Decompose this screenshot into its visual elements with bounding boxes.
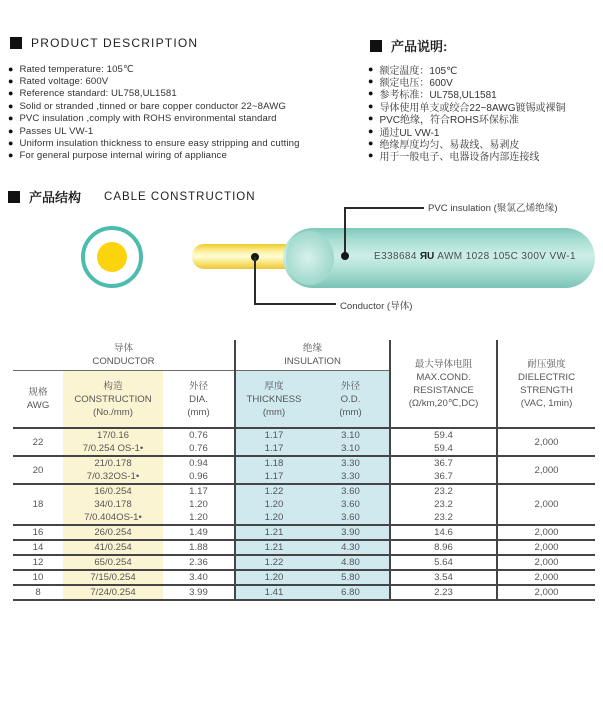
awg-cell: [13, 570, 63, 585]
resistance-cell-value: 14.6: [434, 527, 453, 538]
thickness-cell: [235, 456, 312, 484]
table-row: [13, 570, 595, 585]
construction-header-line: 构造: [103, 380, 123, 392]
construction-cell-value: 41/0.254: [94, 542, 132, 553]
bullet-text: PVC insulation ,comply with ROHS environmental standard: [19, 113, 277, 125]
insulation-endcap-graphic: [286, 231, 334, 285]
od-cell: [312, 540, 390, 555]
bullet-item: [8, 113, 300, 125]
construction-header-line: CONSTRUCTION: [74, 393, 152, 405]
resistance-cell-value: 59.4: [434, 443, 453, 454]
insulation-group-cn: 绝缘: [302, 343, 323, 354]
thickness-cell-value: 1.17: [264, 443, 284, 454]
bullet-icon: ●: [8, 76, 14, 87]
od-cell: [312, 570, 390, 585]
awg-cell-value: 18: [32, 499, 44, 510]
dia-column-header: [163, 371, 235, 429]
insulation-group-en: INSULATION: [284, 356, 341, 367]
dielectric-cell-value: 2,000: [534, 572, 559, 583]
table-row: [13, 525, 595, 540]
resistance-cell-value: 23.2: [434, 512, 453, 523]
od-cell: [312, 555, 390, 570]
dia-header-line: 外径: [188, 380, 209, 392]
dia-cell-value: 0.94: [189, 458, 208, 469]
dielectric-cell: [497, 456, 595, 484]
conductor-group-cn: 导体: [113, 343, 134, 354]
table-row: [13, 555, 595, 570]
od-header-line: 外径: [340, 380, 361, 392]
bullet-text: 额定温度：105℃: [379, 65, 458, 77]
table-row: [13, 484, 595, 525]
thickness-cell: [235, 585, 312, 600]
dielectric-cell-value: 2,000: [534, 542, 559, 553]
bullet-item: [8, 150, 300, 162]
bullet-text: Solid or stranded ,tinned or bare copper conductor 22~8AWG: [19, 100, 286, 112]
awg-cell-value: 22: [32, 436, 44, 448]
bullet-text: Rated temperature: 105℃: [19, 63, 134, 75]
cable-construction-title-en: CABLE CONSTRUCTION: [104, 190, 256, 203]
dielectric-header-line: (VAC, 1min): [520, 397, 573, 409]
resistance-cell: [390, 456, 497, 484]
resistance-cell-value: 5.64: [434, 557, 453, 568]
od-cell-value: 3.30: [341, 471, 360, 482]
construction-cell-value: 7/0.254 OS-1•: [82, 443, 144, 454]
cross-section-conductor-graphic: [97, 242, 127, 272]
table-row: [13, 585, 595, 600]
dielectric-cell: [497, 525, 595, 540]
dia-cell-value: 3.40: [189, 572, 208, 583]
construction-cell-value: 34/0.178: [94, 499, 132, 510]
dielectric-cell-value: 2,000: [534, 499, 559, 510]
pvc-leader-line: [344, 207, 346, 256]
bullet-item: [8, 137, 300, 149]
dielectric-cell-value: 2,000: [534, 464, 559, 476]
resistance-cell-value: 23.2: [434, 486, 453, 497]
cable-construction-title-cn: 产品结构: [29, 190, 82, 205]
od-cell-value: 4.30: [341, 542, 360, 553]
thickness-cell-value: 1.17: [264, 430, 284, 441]
od-header-line: O.D.: [340, 393, 361, 405]
conductor-group-header: [13, 340, 235, 371]
insulation-group-header: [235, 340, 390, 371]
thickness-header-line: THICKNESS: [246, 393, 302, 405]
dia-cell: [163, 428, 235, 456]
section-square-icon: [8, 191, 20, 203]
od-cell-value: 3.10: [341, 443, 360, 454]
thickness-cell: [235, 555, 312, 570]
resistance-cell: [390, 540, 497, 555]
cable-marking-text: [374, 251, 576, 262]
bullet-text: 通过UL VW-1: [379, 127, 440, 139]
construction-cell: [63, 570, 163, 585]
bullet-text: Uniform insulation thickness to ensure easy stripping and cutting: [19, 138, 300, 150]
construction-cell: [63, 585, 163, 600]
dia-cell-value: 1.20: [189, 499, 208, 510]
od-cell-value: 3.10: [341, 430, 360, 441]
bullet-item: [8, 125, 300, 137]
bullet-text: Passes UL VW-1: [19, 125, 94, 137]
dia-cell: [163, 525, 235, 540]
dielectric-cell: [497, 484, 595, 525]
dielectric-header-line: DIELECTRIC: [517, 371, 576, 383]
od-cell-value: 3.90: [341, 527, 360, 538]
dia-header-line: DIA.: [189, 393, 208, 405]
resistance-cell-value: 36.7: [434, 458, 453, 469]
resistance-header-line: 最大导体电阻: [414, 358, 473, 370]
resistance-cell-value: 3.54: [434, 572, 453, 583]
dia-header-line: (mm): [187, 406, 210, 418]
construction-cell-value: 16/0.254: [94, 486, 132, 497]
awg-cell-value: 8: [35, 587, 41, 598]
thickness-cell-value: 1.22: [264, 557, 284, 568]
product-notes-title: 产品说明:: [391, 39, 448, 54]
table-row: [13, 428, 595, 456]
resistance-cell: [390, 555, 497, 570]
dielectric-column-header: [497, 340, 595, 428]
section-square-icon: [370, 40, 382, 52]
pvc-insulation-label: PVC insulation (聚氯乙烯绝缘): [428, 203, 558, 214]
thickness-cell-value: 1.20: [264, 512, 284, 523]
bullet-icon: ●: [368, 100, 374, 111]
dielectric-cell: [497, 585, 595, 600]
bullet-text: 绝缘厚度均匀、易裁线、易剥皮: [379, 140, 520, 152]
conductor-group-en: CONDUCTOR: [92, 356, 155, 367]
resistance-column-header: [390, 340, 497, 428]
awg-cell: [13, 555, 63, 570]
awg-header-line: 规格: [28, 387, 48, 398]
bullet-text: PVC绝缘，符合ROHS环保标准: [379, 115, 519, 127]
construction-cell: [63, 555, 163, 570]
awg-header-line: AWG: [26, 400, 50, 411]
conductor-leader-line: [254, 303, 336, 305]
awg-cell: [13, 585, 63, 600]
thickness-cell-value: 1.18: [264, 458, 284, 469]
awg-cell: [13, 525, 63, 540]
dielectric-cell: [497, 540, 595, 555]
bullet-text: 额定电压：600V: [379, 78, 453, 90]
product-description-title: PRODUCT DESCRIPTION: [31, 36, 199, 50]
bullet-item: [8, 88, 300, 100]
awg-cell: [13, 428, 63, 456]
conductor-leader-line: [254, 257, 256, 304]
dielectric-cell: [497, 428, 595, 456]
bullet-item: [8, 63, 300, 75]
ul-recognized-icon: ЯU: [419, 251, 435, 262]
resistance-header-line: RESISTANCE: [413, 384, 474, 396]
conductor-label: Conductor (导体): [340, 301, 413, 312]
od-header-line: (mm): [339, 406, 362, 418]
bullet-icon: ●: [368, 125, 374, 136]
dielectric-header-line: 耐压强度: [527, 358, 566, 370]
pvc-leader-dot: [341, 252, 349, 260]
awg-cell: [13, 484, 63, 525]
awg-cell: [13, 540, 63, 555]
bullet-text: 用于一般电子、电器设备内部连接线: [379, 152, 540, 164]
thickness-cell-value: 1.20: [264, 572, 284, 583]
awg-cell-value: 10: [32, 572, 44, 583]
construction-cell-value: 7/24/0.254: [90, 587, 136, 598]
dielectric-cell-value: 2,000: [534, 527, 559, 538]
resistance-header-line: MAX.COND.: [416, 371, 471, 383]
table-row: [13, 456, 595, 484]
bullet-icon: ●: [8, 63, 14, 74]
dielectric-cell-value: 2,000: [534, 557, 559, 568]
dielectric-header-line: STRENGTH: [520, 384, 573, 396]
awg-cell-value: 14: [32, 542, 44, 553]
thickness-header-line: (mm): [262, 406, 286, 418]
bullet-text: 导体使用单支或绞合22~8AWG镀锡或裸铜: [379, 102, 566, 114]
thickness-cell: [235, 428, 312, 456]
od-cell-value: 3.60: [341, 499, 360, 510]
od-cell: [312, 484, 390, 525]
od-column-header: [312, 371, 390, 429]
dia-cell: [163, 540, 235, 555]
thickness-cell-value: 1.21: [264, 542, 284, 553]
bullet-icon: ●: [368, 138, 374, 149]
resistance-cell: [390, 585, 497, 600]
thickness-cell-value: 1.22: [264, 486, 284, 497]
bullet-icon: ●: [8, 150, 14, 161]
awg-cell-value: 16: [32, 527, 44, 538]
thickness-cell: [235, 525, 312, 540]
construction-cell: [63, 428, 163, 456]
od-cell: [312, 585, 390, 600]
bullet-item: [8, 100, 300, 112]
bullet-icon: ●: [368, 76, 374, 87]
awg-cell-value: 20: [32, 464, 44, 476]
bullet-icon: ●: [8, 125, 14, 136]
od-cell-value: 5.80: [341, 572, 360, 583]
thickness-header-line: 厚度: [264, 380, 284, 392]
dia-cell: [163, 585, 235, 600]
od-cell: [312, 525, 390, 540]
dia-cell-value: 0.76: [189, 443, 208, 454]
construction-cell-value: 26/0.254: [94, 527, 132, 538]
dia-cell-value: 3.99: [189, 587, 208, 598]
dia-cell-value: 2.36: [189, 557, 208, 568]
thickness-column-header: [235, 371, 312, 429]
bullet-icon: ●: [368, 113, 374, 124]
thickness-cell-value: 1.21: [264, 527, 284, 538]
construction-cell-value: 7/0.404OS-1•: [84, 512, 142, 523]
od-cell-value: 3.60: [341, 512, 360, 523]
dia-cell: [163, 484, 235, 525]
dia-cell-value: 1.20: [189, 512, 208, 523]
dia-cell: [163, 570, 235, 585]
awg-cell: [13, 456, 63, 484]
construction-column-header: [63, 371, 163, 429]
construction-cell-value: 21/0.178: [94, 458, 132, 469]
od-cell: [312, 456, 390, 484]
awg-cell-value: 12: [32, 557, 44, 568]
cable-construction-header: [8, 187, 256, 206]
thickness-cell: [235, 484, 312, 525]
construction-cell-value: 7/15/0.254: [90, 572, 136, 583]
od-cell: [312, 428, 390, 456]
bullet-text: Rated voltage: 600V: [19, 76, 109, 88]
construction-cell: [63, 484, 163, 525]
section-square-icon: [10, 37, 22, 49]
od-cell-value: 3.60: [341, 486, 360, 497]
bullet-text: For general purpose internal wiring of appliance: [19, 150, 227, 162]
spec-table: [13, 340, 595, 601]
thickness-cell-value: 1.41: [264, 587, 284, 598]
construction-cell: [63, 456, 163, 484]
dielectric-cell: [497, 570, 595, 585]
table-row: [13, 540, 595, 555]
resistance-header-line: (Ω/km,20℃,DC): [408, 397, 479, 409]
resistance-cell-value: 36.7: [434, 471, 453, 482]
marking-cert: E338684: [374, 251, 417, 262]
bullet-text: 参考标准：UL758,UL1581: [379, 90, 497, 102]
bullet-icon: ●: [368, 63, 374, 74]
thickness-cell: [235, 570, 312, 585]
product-notes-list: [368, 63, 565, 162]
bullet-icon: ●: [368, 150, 374, 161]
od-cell-value: 4.80: [341, 557, 360, 568]
dia-cell-value: 0.76: [189, 430, 208, 441]
resistance-cell-value: 23.2: [434, 499, 453, 510]
dielectric-cell: [497, 555, 595, 570]
dielectric-cell-value: 2,000: [534, 587, 559, 598]
bullet-item: [368, 150, 565, 162]
product-description-list: [8, 63, 300, 162]
thickness-cell-value: 1.20: [264, 499, 284, 510]
awg-column-header: [13, 371, 63, 429]
pvc-leader-line: [344, 207, 424, 209]
resistance-cell-value: 59.4: [434, 430, 453, 441]
dia-cell: [163, 456, 235, 484]
dia-cell-value: 1.88: [189, 542, 208, 553]
construction-cell: [63, 525, 163, 540]
bullet-item: [8, 75, 300, 87]
construction-cell-value: 17/0.16: [96, 430, 129, 441]
product-description-header: [10, 36, 198, 50]
resistance-cell-value: 8.96: [434, 542, 453, 553]
resistance-cell: [390, 525, 497, 540]
dia-cell: [163, 555, 235, 570]
resistance-cell: [390, 428, 497, 456]
bullet-icon: ●: [8, 113, 14, 124]
bullet-icon: ●: [8, 138, 14, 149]
construction-cell-value: 7/0.32OS-1•: [86, 471, 140, 482]
thickness-cell-value: 1.17: [264, 471, 284, 482]
od-cell-value: 3.30: [341, 458, 360, 469]
construction-cell: [63, 540, 163, 555]
construction-cell-value: 65/0.254: [94, 557, 132, 568]
dia-cell-value: 1.49: [189, 527, 208, 538]
od-cell-value: 6.80: [341, 587, 360, 598]
thickness-cell: [235, 540, 312, 555]
resistance-cell-value: 2.23: [434, 587, 453, 598]
product-notes-header: [370, 36, 447, 55]
marking-spec: AWM 1028 105C 300V VW-1: [437, 251, 576, 262]
dia-cell-value: 0.96: [189, 471, 208, 482]
bullet-icon: ●: [368, 88, 374, 99]
construction-header-line: (No./mm): [93, 406, 133, 418]
resistance-cell: [390, 570, 497, 585]
dielectric-cell-value: 2,000: [534, 436, 559, 448]
dia-cell-value: 1.17: [189, 486, 208, 497]
resistance-cell: [390, 484, 497, 525]
bullet-text: Reference standard: UL758,UL1581: [19, 88, 177, 100]
bullet-icon: ●: [8, 88, 14, 99]
bullet-icon: ●: [8, 100, 14, 111]
